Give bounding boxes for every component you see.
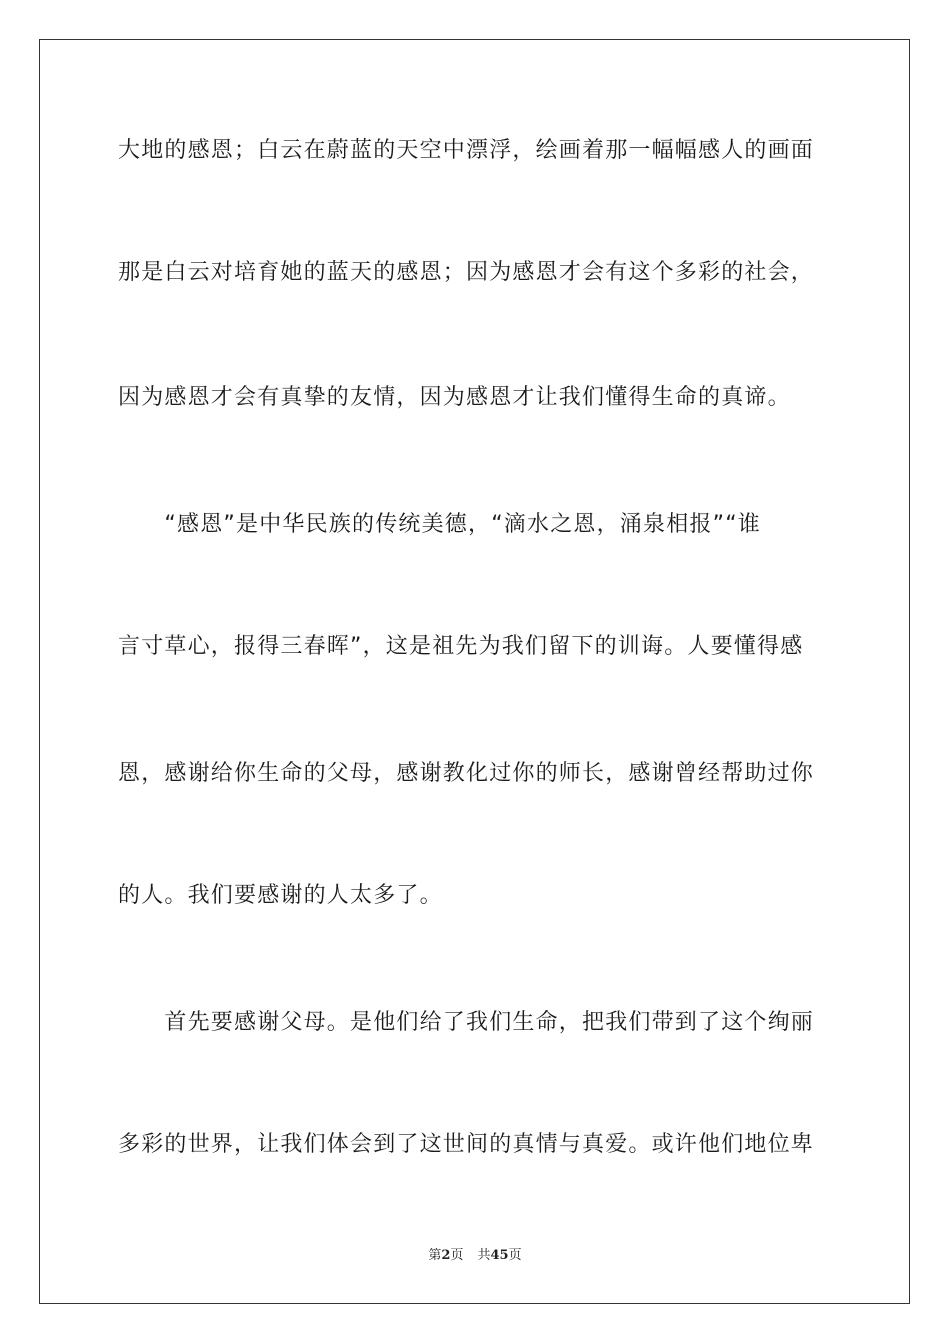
- footer-total-number: 45: [490, 1248, 509, 1263]
- text-line-7: 的人。我们要感谢的人太多了。: [118, 883, 443, 908]
- footer-total-suffix: 页: [508, 1248, 522, 1263]
- text-line-6: 恩，感谢给你生命的父母，感谢教化过你的师长，感谢曾经帮助过你: [118, 761, 815, 786]
- text-line-4: “感恩”是中华民族的传统美德，“滴水之恩，涌泉相报”“谁: [118, 512, 761, 537]
- footer-page-number: 2: [441, 1248, 451, 1263]
- footer-page-suffix: 页: [450, 1248, 464, 1263]
- text-line-8: 首先要感谢父母。是他们给了我们生命，把我们带到了这个绚丽: [118, 1010, 815, 1035]
- page-border: [39, 39, 910, 1304]
- text-line-5: 言寸草心，报得三春晖”，这是祖先为我们留下的训诲。人要懂得感: [118, 634, 804, 659]
- text-line-1: 大地的感恩；白云在蔚蓝的天空中漂浮，绘画着那一幅幅感人的画面: [118, 138, 815, 163]
- page-footer: [0, 1247, 950, 1265]
- footer-page-prefix: 第: [428, 1248, 442, 1263]
- text-line-2: 那是白云对培育她的蓝天的感恩；因为感恩才会有这个多彩的社会，: [118, 260, 815, 285]
- text-line-9: 多彩的世界，让我们体会到了这世间的真情与真爱。或许他们地位卑: [118, 1132, 815, 1157]
- footer-total-prefix: 共: [477, 1248, 491, 1263]
- text-line-3: 因为感恩才会有真挚的友情，因为感恩才让我们懂得生命的真谛。: [118, 385, 791, 410]
